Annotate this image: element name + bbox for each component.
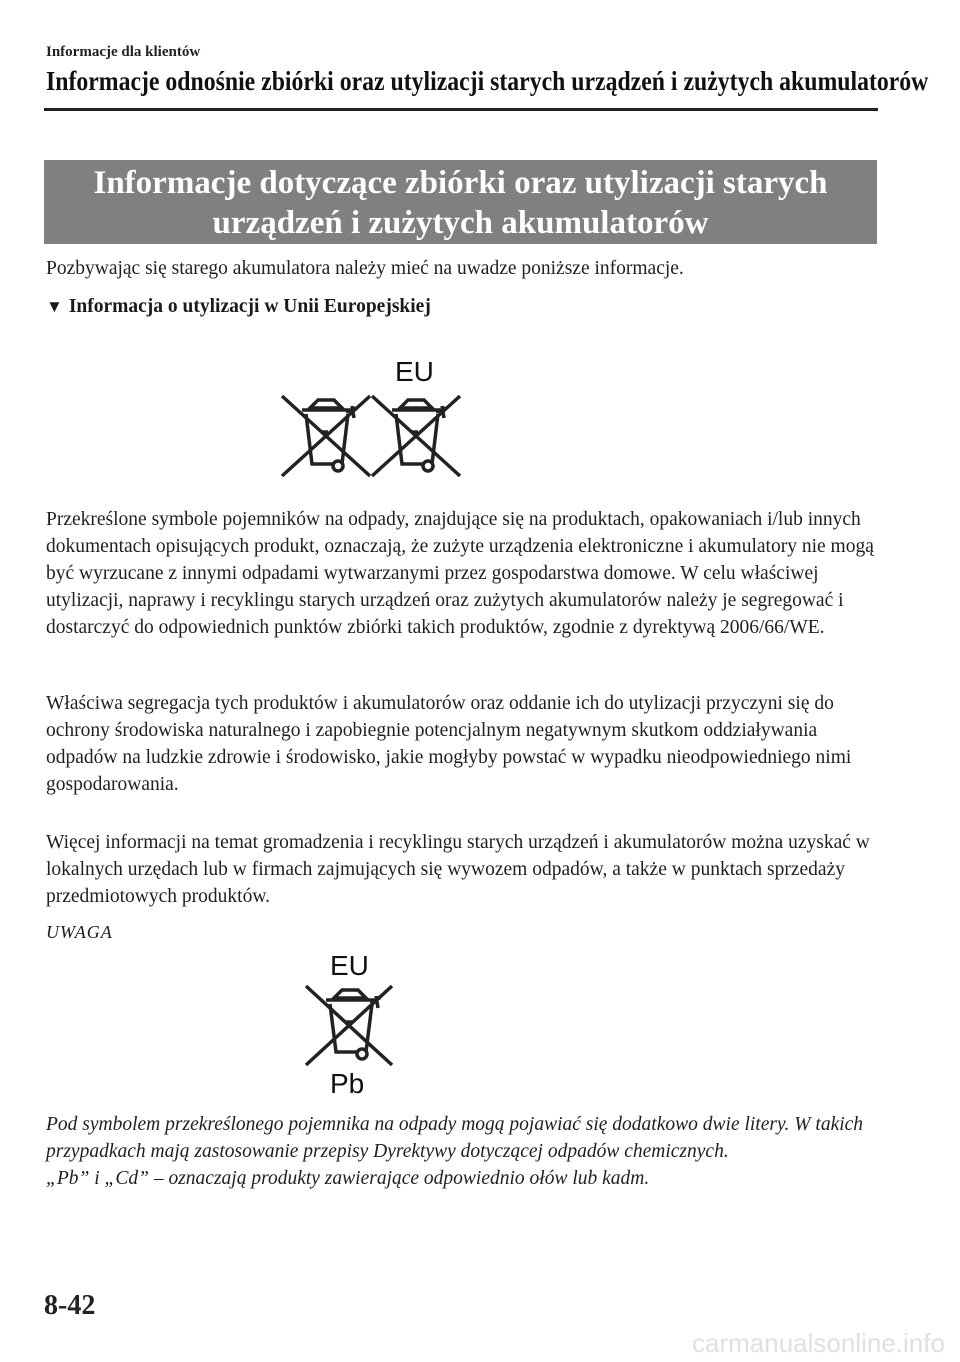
eu-pb-disposal-symbol <box>300 950 400 1100</box>
page-title: Informacje odnośnie zbiórki oraz utylizacji starych urządzeń i zużytych akumulatorów <box>46 66 929 96</box>
banner-line-2: urządzeń i zużytych akumulatorów <box>212 205 709 241</box>
watermark-site: carmanualsonline.info <box>692 1328 945 1358</box>
crossed-out-wheeled-bin-icon <box>282 396 370 476</box>
eu-disposal-symbols <box>272 356 472 481</box>
banner-line-1: Informacje dotyczące zbiórki oraz utylizacji starych <box>93 165 828 201</box>
header-divider <box>44 108 878 111</box>
subheading <box>46 296 431 318</box>
crossed-out-wheeled-bin-icon <box>372 396 460 476</box>
note-line-2: „Pb” i „Cd” – oznaczają produkty zawierające odpowiednio ołów lub kadm. <box>46 1168 650 1189</box>
pb-label: Pb <box>330 1068 365 1099</box>
triangle-down-icon: ▼ <box>46 297 63 316</box>
page-number: 8-42 <box>44 1290 96 1321</box>
paragraph-more-info: Więcej informacji na temat gromadzenia i recyklingu starych urządzeń i akumulatorów można uzyskać w lokalnych urzędach lub w firmach zajmujących się wywozem odpadów, a także w punktach sprzedaży przedmiotowych produktów. <box>46 832 870 907</box>
eu-label: EU <box>395 356 434 387</box>
section-label: Informacje dla klientów <box>46 44 201 60</box>
subheading-text: Informacja o utylizacji w Unii Europejskiej <box>68 296 431 317</box>
paragraph-segregation: Właściwa segregacja tych produktów i akumulatorów oraz oddanie ich do utylizacji przyczyni się do ochrony środowiska naturalnego i zapobiegnie potencjalnym negatywnym skutkom oddziaływania odpadów na ludzkie zdrowie i środowisko, jakie mogłyby powstać w wypadku nieodpowiedniego nimi gospodarowania. <box>46 693 852 795</box>
eu-label: EU <box>330 950 369 981</box>
intro-text: Pozbywając się starego akumulatora należy mieć na uwadze poniższe informacje. <box>46 258 684 279</box>
note-line-1: Pod symbolem przekreślonego pojemnika na odpady mogą pojawiać się dodatkowo dwie litery. W takich przypadkach mają zastosowanie przepisy Dyrektywy dotyczącej odpadów chemicznych. <box>46 1114 864 1162</box>
note-text <box>46 1111 876 1192</box>
section-banner <box>44 160 877 244</box>
paragraph-symbols-meaning: Przekreślone symbole pojemników na odpady, znajdujące się na produktach, opakowaniach i/lub innych dokumentach opisujących produkt, oznaczają, że zużyte urządzenia elektroniczne i akumulatory nie mogą być wyrzucane z innymi odpadami wytwarzanymi przez gospodarstwa domowe. W celu właściwej utylizacji, naprawy i recyklingu starych urządzeń oraz zużytych akumulatorów należy je segregować i dostarczyć do odpowiednich punktów zbiórki takich produktów, zgodnie z dyrektywą 2006/66/WE. <box>46 509 874 638</box>
note-label: UWAGA <box>46 922 113 942</box>
crossed-out-wheeled-bin-icon <box>306 986 392 1065</box>
